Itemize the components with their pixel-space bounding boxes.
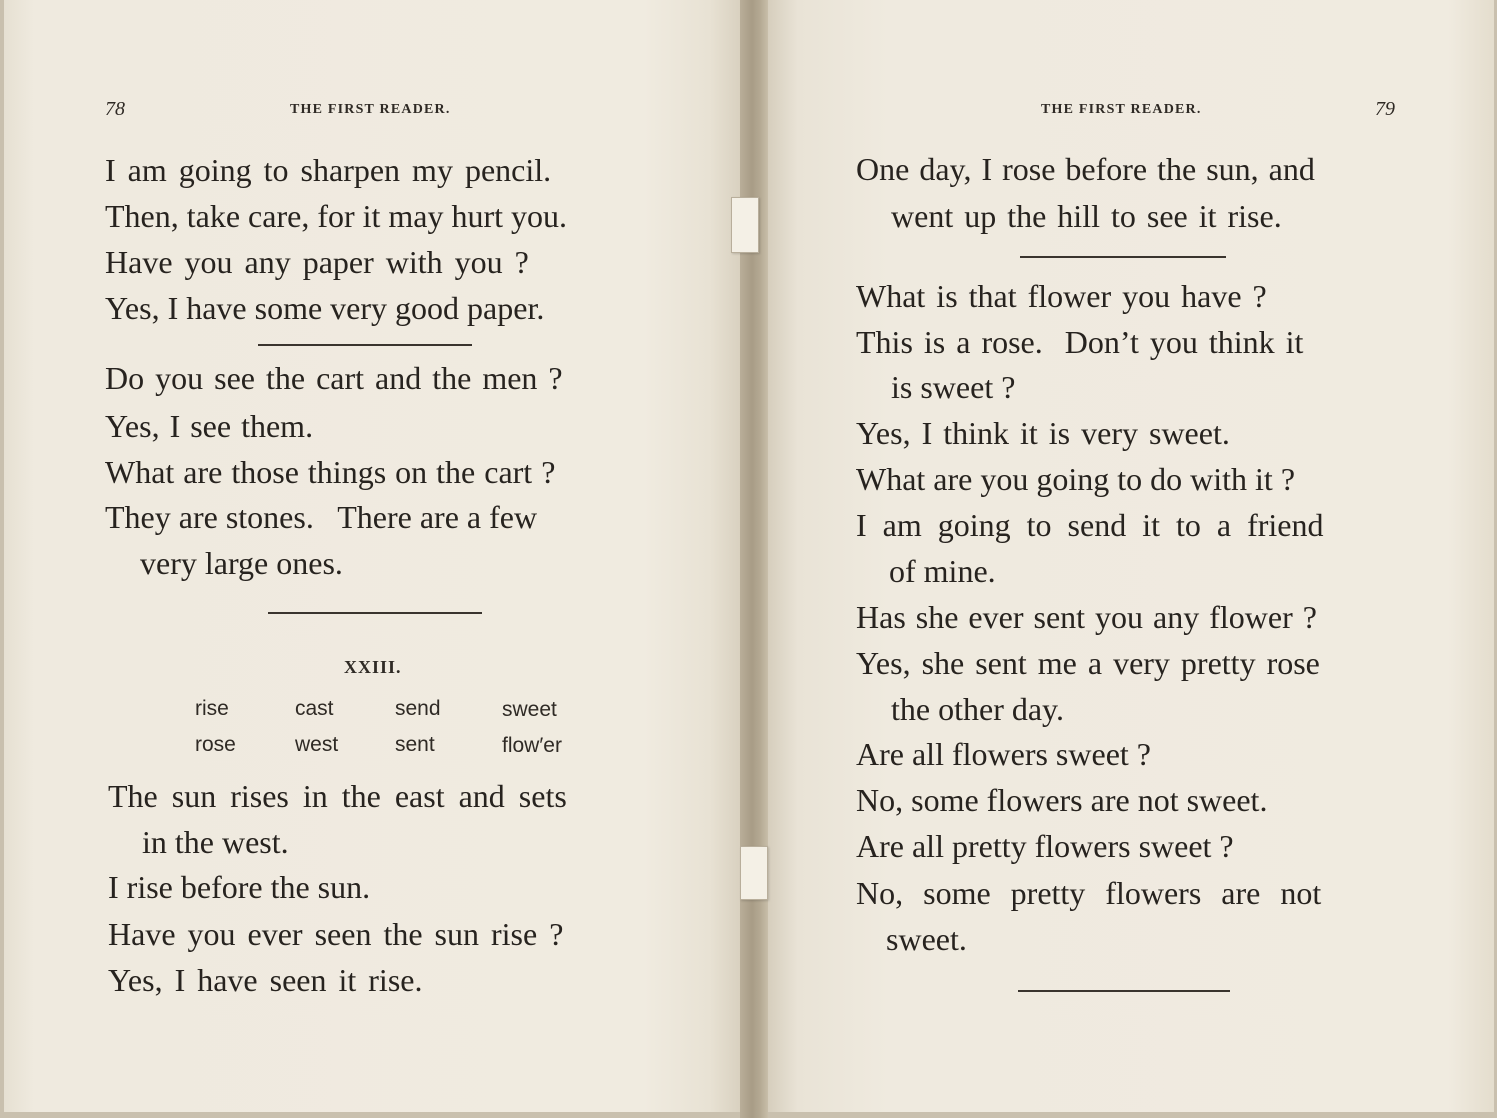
- right-page-number: 79: [1375, 98, 1395, 120]
- left-line: Do you see the cart and the men ?: [105, 360, 563, 396]
- right-line: Yes, I think it is very sweet.: [856, 415, 1230, 451]
- vocab-word: cast: [295, 697, 334, 720]
- right-line-indented: sweet.: [886, 921, 967, 957]
- right-line: No, some flowers are not sweet.: [856, 782, 1268, 818]
- right-line: I am going to send it to a friend: [856, 507, 1324, 543]
- right-line-indented: the other day.: [891, 691, 1064, 727]
- vocab-word: sweet: [502, 698, 557, 721]
- right-line: Yes, she sent me a very pretty rose: [856, 645, 1320, 681]
- right-line-indented: went up the hill to see it rise.: [891, 198, 1282, 234]
- right-line: Are all flowers sweet ?: [856, 736, 1151, 772]
- right-running-head: THE FIRST READER.: [1041, 102, 1202, 117]
- vocab-word: flow′er: [502, 734, 562, 757]
- left-line: Then, take care, for it may hurt you.: [105, 198, 568, 234]
- vocab-word: sent: [395, 733, 435, 756]
- left-line-indented: in the west.: [142, 824, 289, 860]
- left-line: Yes, I have seen it rise.: [108, 962, 423, 998]
- vocab-word: rose: [195, 733, 236, 756]
- vocab-word: rise: [195, 697, 229, 720]
- left-line: I am going to sharpen my pencil.: [105, 152, 552, 188]
- right-line: Has she ever sent you any flower ?: [856, 599, 1317, 635]
- binding-tab-bottom: [740, 846, 768, 900]
- section-divider: [1020, 256, 1226, 258]
- section-divider: [258, 344, 472, 346]
- section-divider: [268, 612, 482, 614]
- right-line-indented: of mine.: [889, 553, 996, 589]
- left-line-indented: very large ones.: [140, 545, 343, 581]
- vocab-word: west: [295, 733, 339, 756]
- right-line: What are you going to do with it ?: [856, 461, 1296, 497]
- left-line: What are those things on the cart ?: [105, 454, 556, 490]
- book-gutter: [740, 0, 768, 1118]
- left-line: I rise before the sun.: [108, 869, 371, 905]
- right-line: Are all pretty flowers sweet ?: [856, 828, 1234, 864]
- right-line: What is that flower you have ?: [856, 278, 1267, 314]
- vocab-word: send: [395, 697, 441, 720]
- left-line: Have you any paper with you ?: [105, 244, 529, 280]
- left-line: They are stones. There are a few: [105, 499, 538, 535]
- left-line: Have you ever seen the sun rise ?: [108, 916, 564, 952]
- right-line: One day, I rose before the sun, and: [856, 151, 1315, 187]
- binding-tab-top: [731, 197, 759, 253]
- left-line: Yes, I have some very good paper.: [105, 290, 545, 326]
- right-line-indented: is sweet ?: [891, 369, 1016, 405]
- left-line: Yes, I see them.: [105, 408, 314, 444]
- right-line: This is a rose. Don’t you think it: [856, 324, 1304, 360]
- left-line: The sun rises in the east and sets: [108, 778, 567, 814]
- lesson-title: XXIII.: [344, 657, 402, 677]
- right-line: No, some pretty flowers are not: [856, 875, 1322, 911]
- left-page-number: 78: [105, 98, 125, 120]
- section-divider: [1018, 990, 1230, 992]
- left-running-head: THE FIRST READER.: [290, 102, 451, 117]
